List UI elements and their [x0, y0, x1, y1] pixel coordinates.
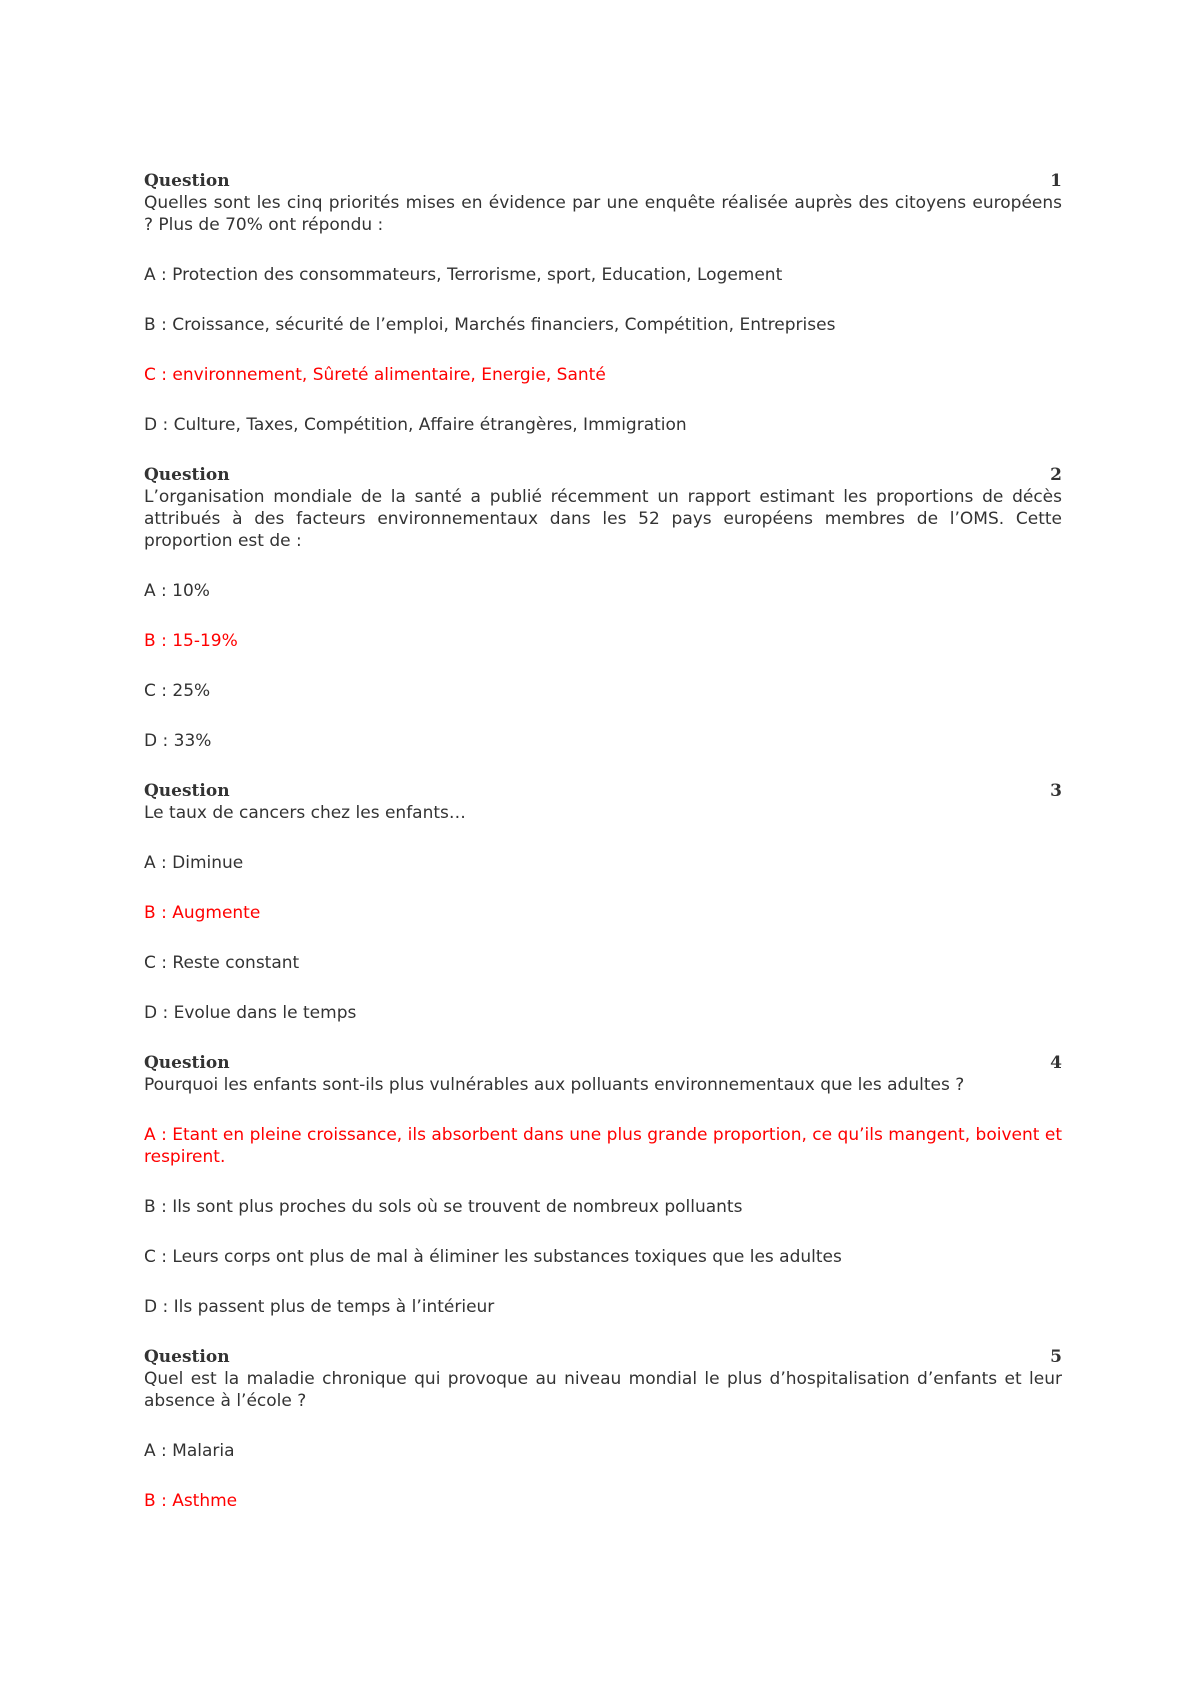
- question-text: Quelles sont les cinq priorités mises en évidence par une enquête réalisée auprès des citoyens européens ? Plus de 70% ont répondu :: [144, 193, 1062, 235]
- question-label: Question: [144, 171, 230, 191]
- question-number: 2: [1050, 465, 1062, 485]
- question-number: 3: [1050, 781, 1062, 801]
- quiz-document: [144, 170, 1062, 1540]
- question-label: Question: [144, 1053, 230, 1073]
- question-label: Question: [144, 781, 230, 801]
- question-text: L’organisation mondiale de la santé a publié récemment un rapport estimant les proportions de décès attribués à des facteurs environnementaux dans les 52 pays européens membres de l’OMS. Cette proportion est de :: [144, 487, 1062, 551]
- option-b: B : Ils sont plus proches du sols où se trouvent de nombreux polluants: [144, 1197, 743, 1217]
- question-text: Le taux de cancers chez les enfants…: [144, 803, 466, 823]
- option-c: C : Reste constant: [144, 953, 300, 973]
- question-header: [144, 1052, 1062, 1074]
- option-a: A : Diminue: [144, 853, 244, 873]
- question-number: 4: [1050, 1053, 1062, 1073]
- question-text: Quel est la maladie chronique qui provoque au niveau mondial le plus d’hospitalisation d’enfants et leur absence à l’école ?: [144, 1369, 1062, 1411]
- option-a: A : Malaria: [144, 1441, 235, 1461]
- question-5: [144, 1346, 1062, 1512]
- option-d: D : Evolue dans le temps: [144, 1003, 357, 1023]
- question-header: [144, 464, 1062, 486]
- option-b: B : Croissance, sécurité de l’emploi, Marchés financiers, Compétition, Entreprises: [144, 315, 836, 335]
- option-c: C : 25%: [144, 681, 211, 701]
- question-header: [144, 170, 1062, 192]
- option-d: D : Culture, Taxes, Compétition, Affaire étrangères, Immigration: [144, 415, 687, 435]
- question-4: [144, 1052, 1062, 1318]
- option-c: C : Leurs corps ont plus de mal à éliminer les substances toxiques que les adultes: [144, 1247, 842, 1267]
- question-label: Question: [144, 1347, 230, 1367]
- option-a: A : Protection des consommateurs, Terrorisme, sport, Education, Logement: [144, 265, 783, 285]
- question-label: Question: [144, 465, 230, 485]
- option-b: B : Asthme: [144, 1491, 238, 1511]
- question-header: [144, 1346, 1062, 1368]
- option-c: C : environnement, Sûreté alimentaire, Energie, Santé: [144, 365, 606, 385]
- option-b: B : 15-19%: [144, 631, 238, 651]
- question-3: [144, 780, 1062, 1024]
- option-d: D : Ils passent plus de temps à l’intérieur: [144, 1297, 495, 1317]
- question-2: [144, 464, 1062, 752]
- option-d: D : 33%: [144, 731, 212, 751]
- question-header: [144, 780, 1062, 802]
- question-number: 1: [1050, 171, 1062, 191]
- question-number: 5: [1050, 1347, 1062, 1367]
- question-1: [144, 170, 1062, 436]
- question-text: Pourquoi les enfants sont-ils plus vulnérables aux polluants environnementaux que les adultes ?: [144, 1075, 965, 1095]
- option-a: A : 10%: [144, 581, 210, 601]
- option-a: A : Etant en pleine croissance, ils absorbent dans une plus grande proportion, ce qu’ils mangent, boivent et respirent.: [144, 1125, 1062, 1167]
- option-b: B : Augmente: [144, 903, 261, 923]
